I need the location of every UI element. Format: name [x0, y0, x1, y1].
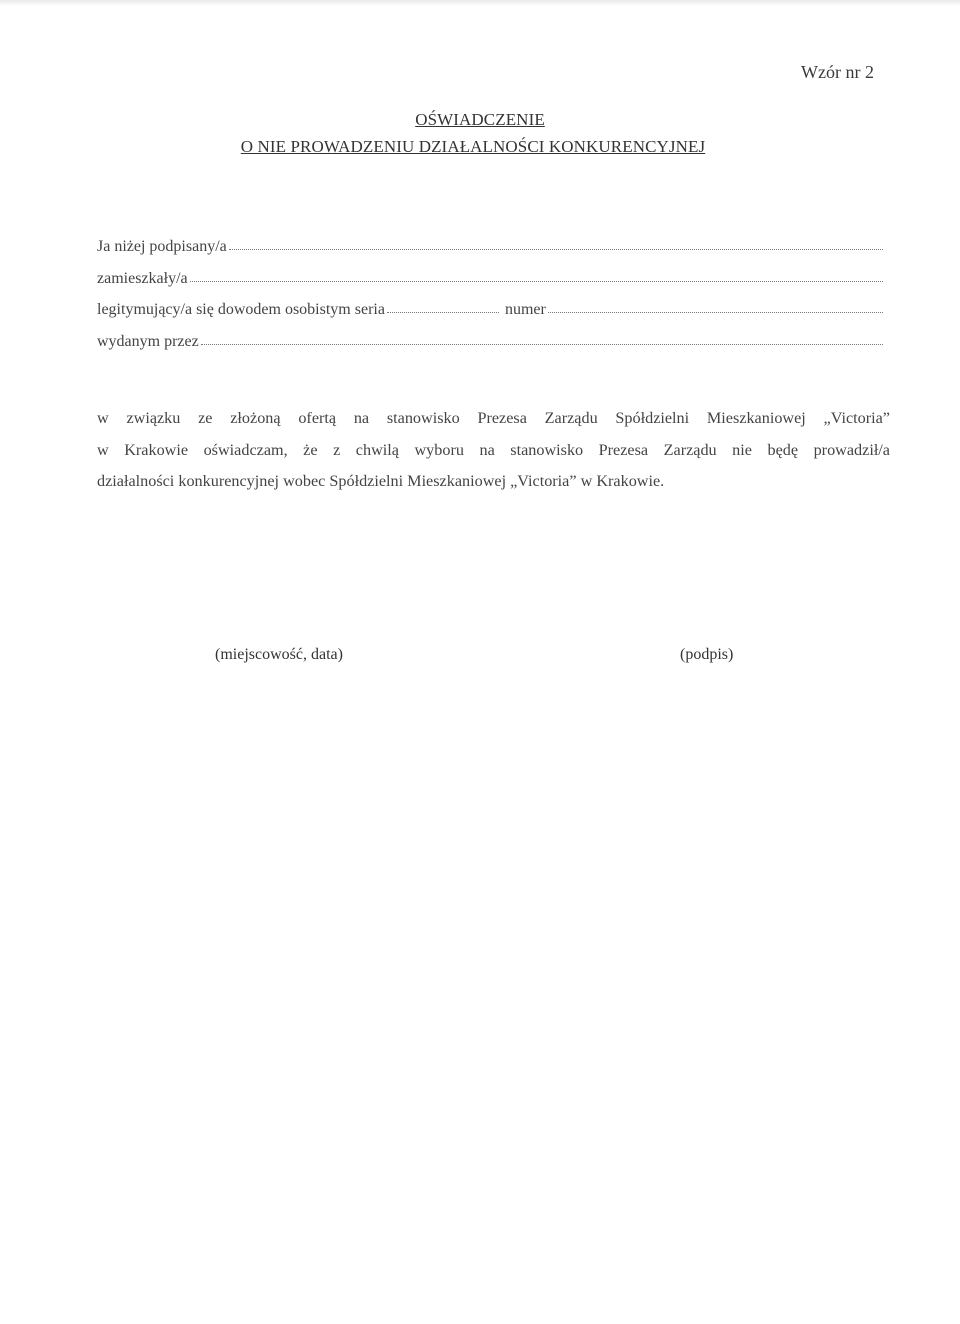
id-field: [97, 301, 885, 333]
scan-edge: [0, 0, 960, 6]
signature-caption: (podpis): [680, 646, 734, 663]
issued-field: [97, 333, 885, 365]
form-number: Wzór nr 2: [801, 62, 874, 82]
title-line-2: O NIE PROWADZENIU DZIAŁALNOŚCI KONKURENCYJNEJ: [240, 137, 706, 156]
statement-line-1: w związku ze złożoną ofertą na stanowisko Prezesa Zarządu Spółdzielni Mieszkaniowej „Victoria”: [97, 409, 890, 427]
id-series-blank: [387, 312, 499, 313]
id-series-label: legitymujący/a się dowodem osobistym seria: [97, 301, 385, 318]
issued-label: wydanym przez: [97, 332, 199, 350]
name-field: [97, 238, 885, 270]
name-label: Ja niżej podpisany/a: [97, 238, 227, 255]
statement-paragraph: [97, 403, 890, 498]
title-line-1: OŚWIADCZENIE: [415, 110, 545, 129]
id-number-label: numer: [504, 301, 546, 318]
issued-blank: [201, 344, 883, 345]
address-field: [97, 270, 885, 302]
address-blank: [190, 281, 883, 282]
personal-data-fields: [97, 238, 885, 364]
document-title: [0, 106, 960, 160]
statement-line-2: w Krakowie oświadczam, że z chwilą wyboru na stanowisko Prezesa Zarządu nie będę prowadził/a: [97, 440, 890, 459]
place-date-caption: (miejscowość, data): [215, 646, 343, 663]
id-number-blank: [548, 312, 883, 313]
statement-line-3: działalności konkurencyjnej wobec Spółdzielni Mieszkaniowej „Victoria” w Krakowie.: [97, 472, 665, 490]
address-label: zamieszkały/a: [97, 269, 188, 287]
name-blank: [229, 249, 883, 250]
